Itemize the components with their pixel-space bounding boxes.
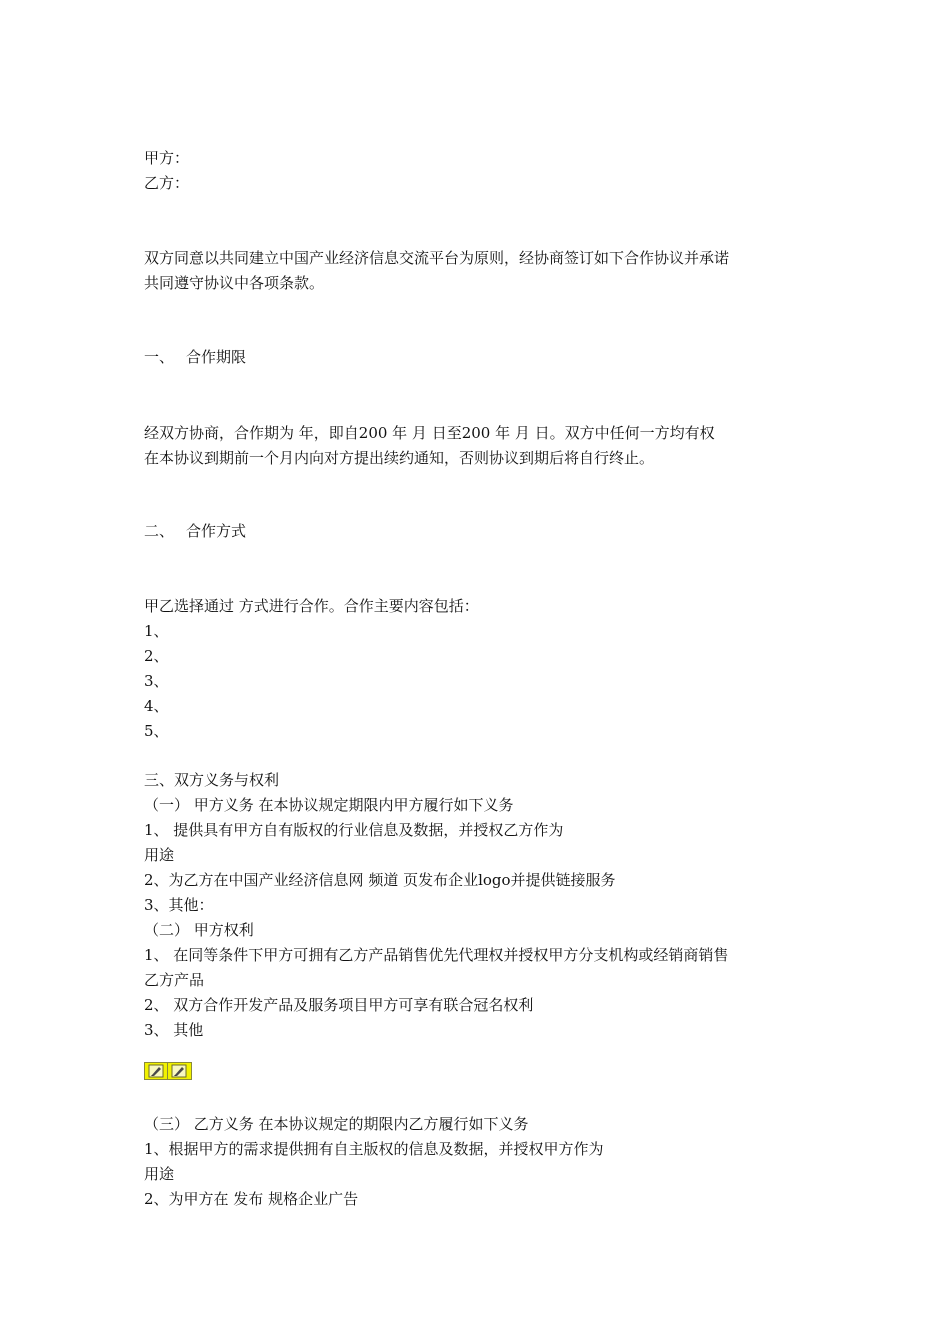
section-3a-title: （一） 甲方义务 在本协议规定期限内甲方履行如下义务 — [144, 796, 514, 814]
section-2-number: 二、 — [144, 522, 175, 540]
section-3b-item-1-cont: 乙方产品 — [144, 971, 205, 989]
edit-tool-icon[interactable] — [168, 1063, 190, 1079]
section-3c-item-2: 2、为甲方在 发布 规格企业广告 — [144, 1190, 359, 1208]
section-1-number: 一、 — [144, 348, 175, 366]
list-item: 3、 — [144, 672, 169, 690]
section-3a-item-1: 1、 提供具有甲方自有版权的行业信息及数据，并授权乙方作为 — [144, 821, 564, 839]
section-1-para-1: 经双方协商，合作期为 年，即自200 年 月 日至200 年 月 日。双方中任何一方均有权 — [144, 424, 715, 442]
section-3b-item-1: 1、 在同等条件下甲方可拥有乙方产品销售优先代理权并授权甲方分支机构或经销商销售 — [144, 946, 729, 964]
section-3b-title: （二） 甲方权利 — [144, 921, 254, 939]
section-3a-item-2: 2、为乙方在中国产业经济信息网 频道 页发布企业logo并提供链接服务 — [144, 871, 616, 889]
section-3c-item-1: 1、根据甲方的需求提供拥有自主版权的信息及数据，并授权甲方作为 — [144, 1140, 604, 1158]
section-3c-title: （三） 乙方义务 在本协议规定的期限内乙方履行如下义务 — [144, 1115, 529, 1133]
intro-line-2: 共同遵守协议中各项条款。 — [144, 274, 325, 292]
section-1-title: 合作期限 — [186, 348, 247, 366]
edit-tool-icon[interactable] — [145, 1063, 168, 1079]
section-2-para: 甲乙选择通过 方式进行合作。合作主要内容包括： — [144, 597, 479, 615]
section-3a-item-3: 3、其他： — [144, 896, 214, 914]
section-3a-item-1-cont: 用途 — [144, 846, 175, 864]
section-3-heading: 三、双方义务与权利 — [144, 771, 280, 789]
party-b-label: 乙方： — [144, 174, 190, 192]
section-1-heading — [144, 347, 246, 367]
list-item: 5、 — [144, 722, 169, 740]
list-item: 2、 — [144, 647, 169, 665]
list-item: 4、 — [144, 697, 169, 715]
party-a-label: 甲方： — [144, 149, 190, 167]
section-3b-item-3: 3、 其他 — [144, 1021, 204, 1039]
intro-line-1: 双方同意以共同建立中国产业经济信息交流平台为原则，经协商签订如下合作协议并承诺 — [144, 249, 730, 267]
section-2-title: 合作方式 — [186, 522, 247, 540]
section-2-heading — [144, 521, 246, 541]
section-1-para-2: 在本协议到期前一个月内向对方提出续约通知，否则协议到期后将自行终止。 — [144, 449, 655, 467]
embedded-toolbar-icons — [144, 1062, 192, 1080]
section-3c-item-1-cont: 用途 — [144, 1165, 175, 1183]
list-item: 1、 — [144, 622, 169, 640]
section-3b-item-2: 2、 双方合作开发产品及服务项目甲方可享有联合冠名权利 — [144, 996, 534, 1014]
